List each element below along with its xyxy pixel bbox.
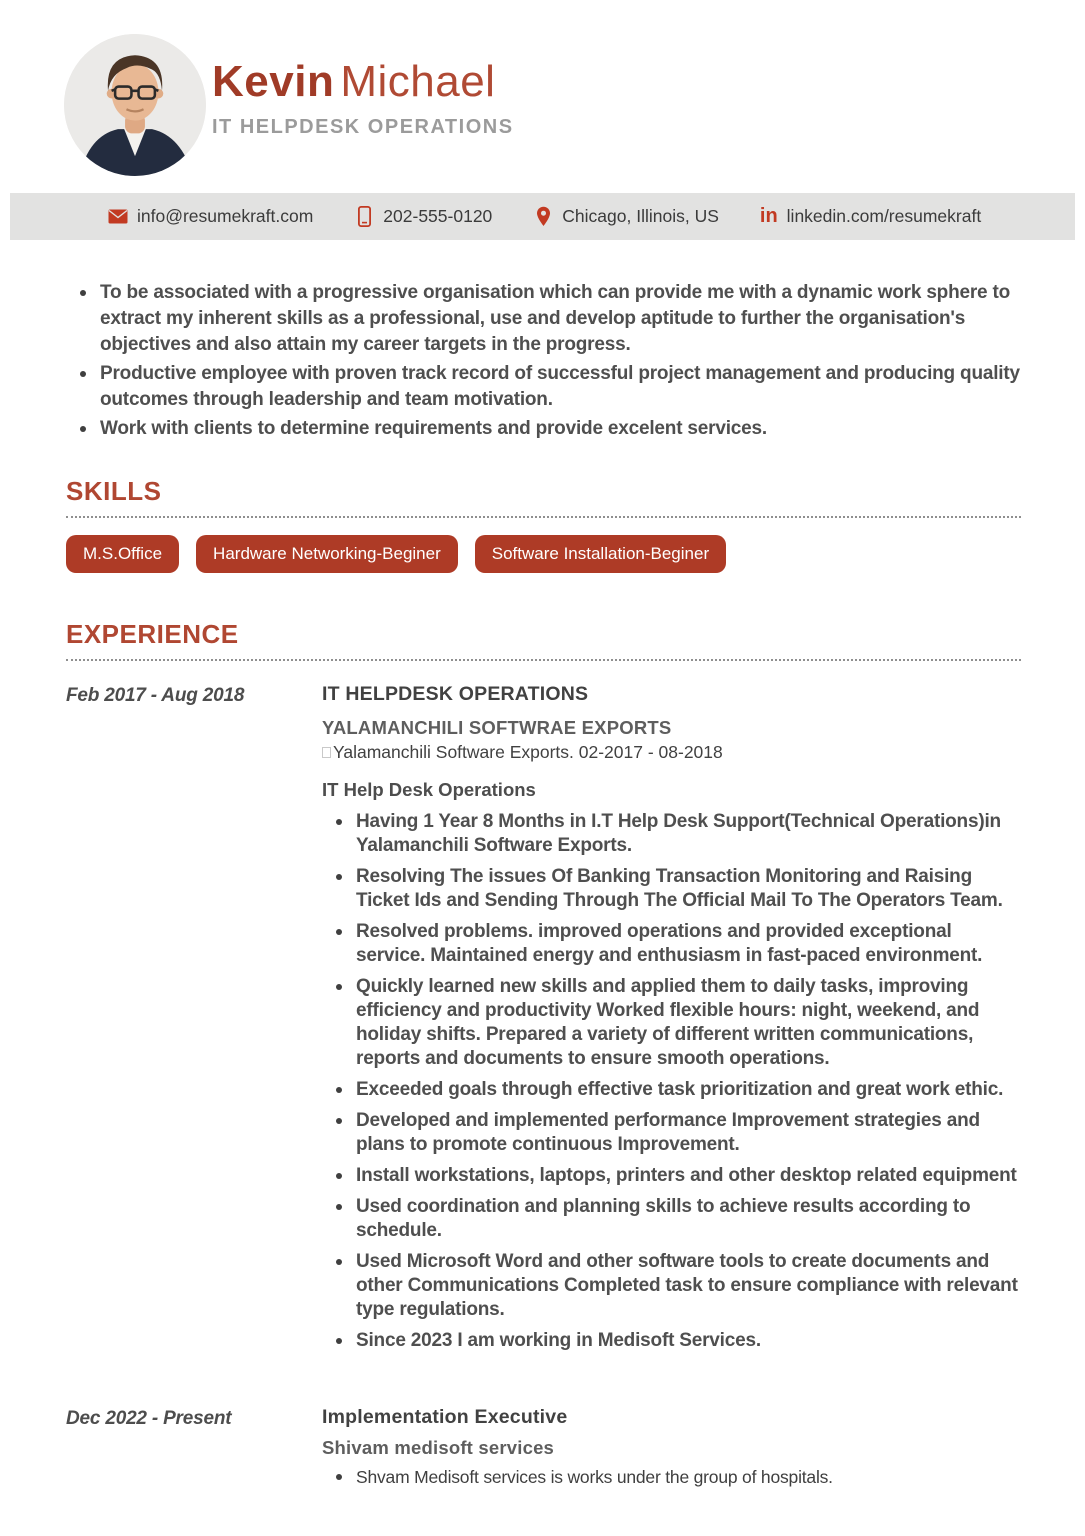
experience-bullet: Used coordination and planning skills to achieve results according to schedule. — [322, 1195, 1021, 1243]
experience-bullet: Resolving The issues Of Banking Transaction Monitoring and Raising Ticket Ids and Sending Through The Official Mail To The Operators Team. — [322, 865, 1021, 913]
experience-bullet: Install workstations, laptops, printers and other desktop related equipment — [322, 1164, 1021, 1188]
experience-bullet: Exceeded goals through effective task prioritization and great work ethic. — [322, 1078, 1021, 1102]
linkedin-icon: in — [759, 205, 778, 227]
contact-email[interactable] — [108, 206, 313, 228]
entry-bullet-list — [322, 1465, 1021, 1489]
skill-pill: Hardware Networking-Beginer — [196, 535, 458, 573]
name-block — [212, 58, 514, 139]
entry-body — [322, 683, 1021, 1360]
skills-section — [66, 476, 1021, 573]
last-name: Michael — [340, 57, 496, 106]
summary-section — [66, 280, 1021, 442]
contact-linkedin[interactable] — [760, 205, 981, 228]
missing-glyph-box-icon — [322, 747, 331, 758]
experience-section — [66, 619, 1021, 1489]
summary-bullet: To be associated with a progressive organisation which can provide me with a dynamic work sphere to extract my inherent skills as a professional, use and develop aptitude to further the organisation's objectives and also attain my career targets in the progress. — [66, 280, 1021, 358]
experience-entry — [66, 1406, 1021, 1489]
entry-role: IT HELPDESK OPERATIONS — [322, 683, 589, 705]
entry-date: Feb 2017 - Aug 2018 — [66, 685, 245, 706]
entry-body — [322, 1406, 1021, 1489]
skill-pills — [66, 535, 1021, 573]
contact-phone — [354, 206, 492, 228]
experience-bullet: Shvam Medisoft services is works under the group of hospitals. — [322, 1465, 1021, 1489]
entry-company: YALAMANCHILI SOFTWRAE EXPORTS — [322, 717, 672, 738]
entry-meta — [322, 742, 1021, 763]
candidate-job-title: IT HELPDESK OPERATIONS — [212, 116, 514, 138]
summary-bullet: Productive employee with proven track record of successful project management and producing quality outcomes through leadership and team motivation. — [66, 361, 1021, 413]
experience-bullet: Resolved problems. improved operations and provided exceptional service. Maintained energy and enthusiasm in fast-paced environment. — [322, 920, 1021, 968]
entry-bullets — [322, 810, 1021, 1353]
entry-company: Shivam medisoft services — [322, 1437, 555, 1458]
skill-pill: M.S.Office — [66, 535, 179, 573]
experience-heading: EXPERIENCE — [66, 619, 1021, 661]
email-text: info@resumekraft.com — [137, 206, 314, 226]
experience-bullet: Since 2023 I am working in Medisoft Services. — [322, 1329, 1021, 1353]
experience-bullet: Developed and implemented performance Improvement strategies and plans to promote continuous Improvement. — [322, 1109, 1021, 1157]
entry-bullets — [322, 1465, 1021, 1489]
entry-role: Implementation Executive — [322, 1406, 568, 1428]
summary-bullet: Work with clients to determine requirements and provide excelent services. — [66, 416, 1021, 442]
phone-text: 202-555-0120 — [383, 206, 493, 226]
phone-icon — [354, 206, 374, 228]
email-icon — [108, 206, 128, 228]
skill-pill: Software Installation-Beginer — [475, 535, 726, 573]
experience-bullet: Having 1 Year 8 Months in I.T Help Desk Support(Technical Operations)in Yalamanchili Software Exports. — [322, 810, 1021, 858]
location-pin-icon — [533, 206, 553, 228]
contact-location — [533, 206, 719, 228]
experience-bullet: Quickly learned new skills and applied them to daily tasks, improving efficiency and productivity Worked flexible hours: night, weekend, and holiday shifts. Prepared a variety of different written communications, reports and documents to ensure smooth operations. — [322, 975, 1021, 1071]
entry-date: Dec 2022 - Present — [66, 1408, 232, 1429]
summary-list — [66, 280, 1021, 442]
skills-heading: SKILLS — [66, 476, 1021, 518]
experience-bullet: Used Microsoft Word and other software tools to create documents and other Communications Completed task to ensure compliance with relevant type regulations. — [322, 1250, 1021, 1322]
linkedin-text: linkedin.com/resumekraft — [786, 206, 982, 226]
candidate-name — [212, 58, 514, 106]
first-name: Kevin — [212, 57, 335, 106]
experience-entry — [66, 683, 1021, 1360]
entry-meta-text: Yalamanchili Software Exports. 02-2017 - 08-2018 — [333, 742, 723, 762]
entry-subheading: IT Help Desk Operations — [322, 779, 536, 800]
contact-bar — [10, 193, 1075, 240]
entry-bullet-list — [322, 810, 1021, 1353]
location-text: Chicago, Illinois, US — [562, 206, 719, 226]
profile-photo-illustration — [64, 34, 206, 176]
profile-photo — [64, 34, 206, 176]
header — [0, 0, 1085, 193]
